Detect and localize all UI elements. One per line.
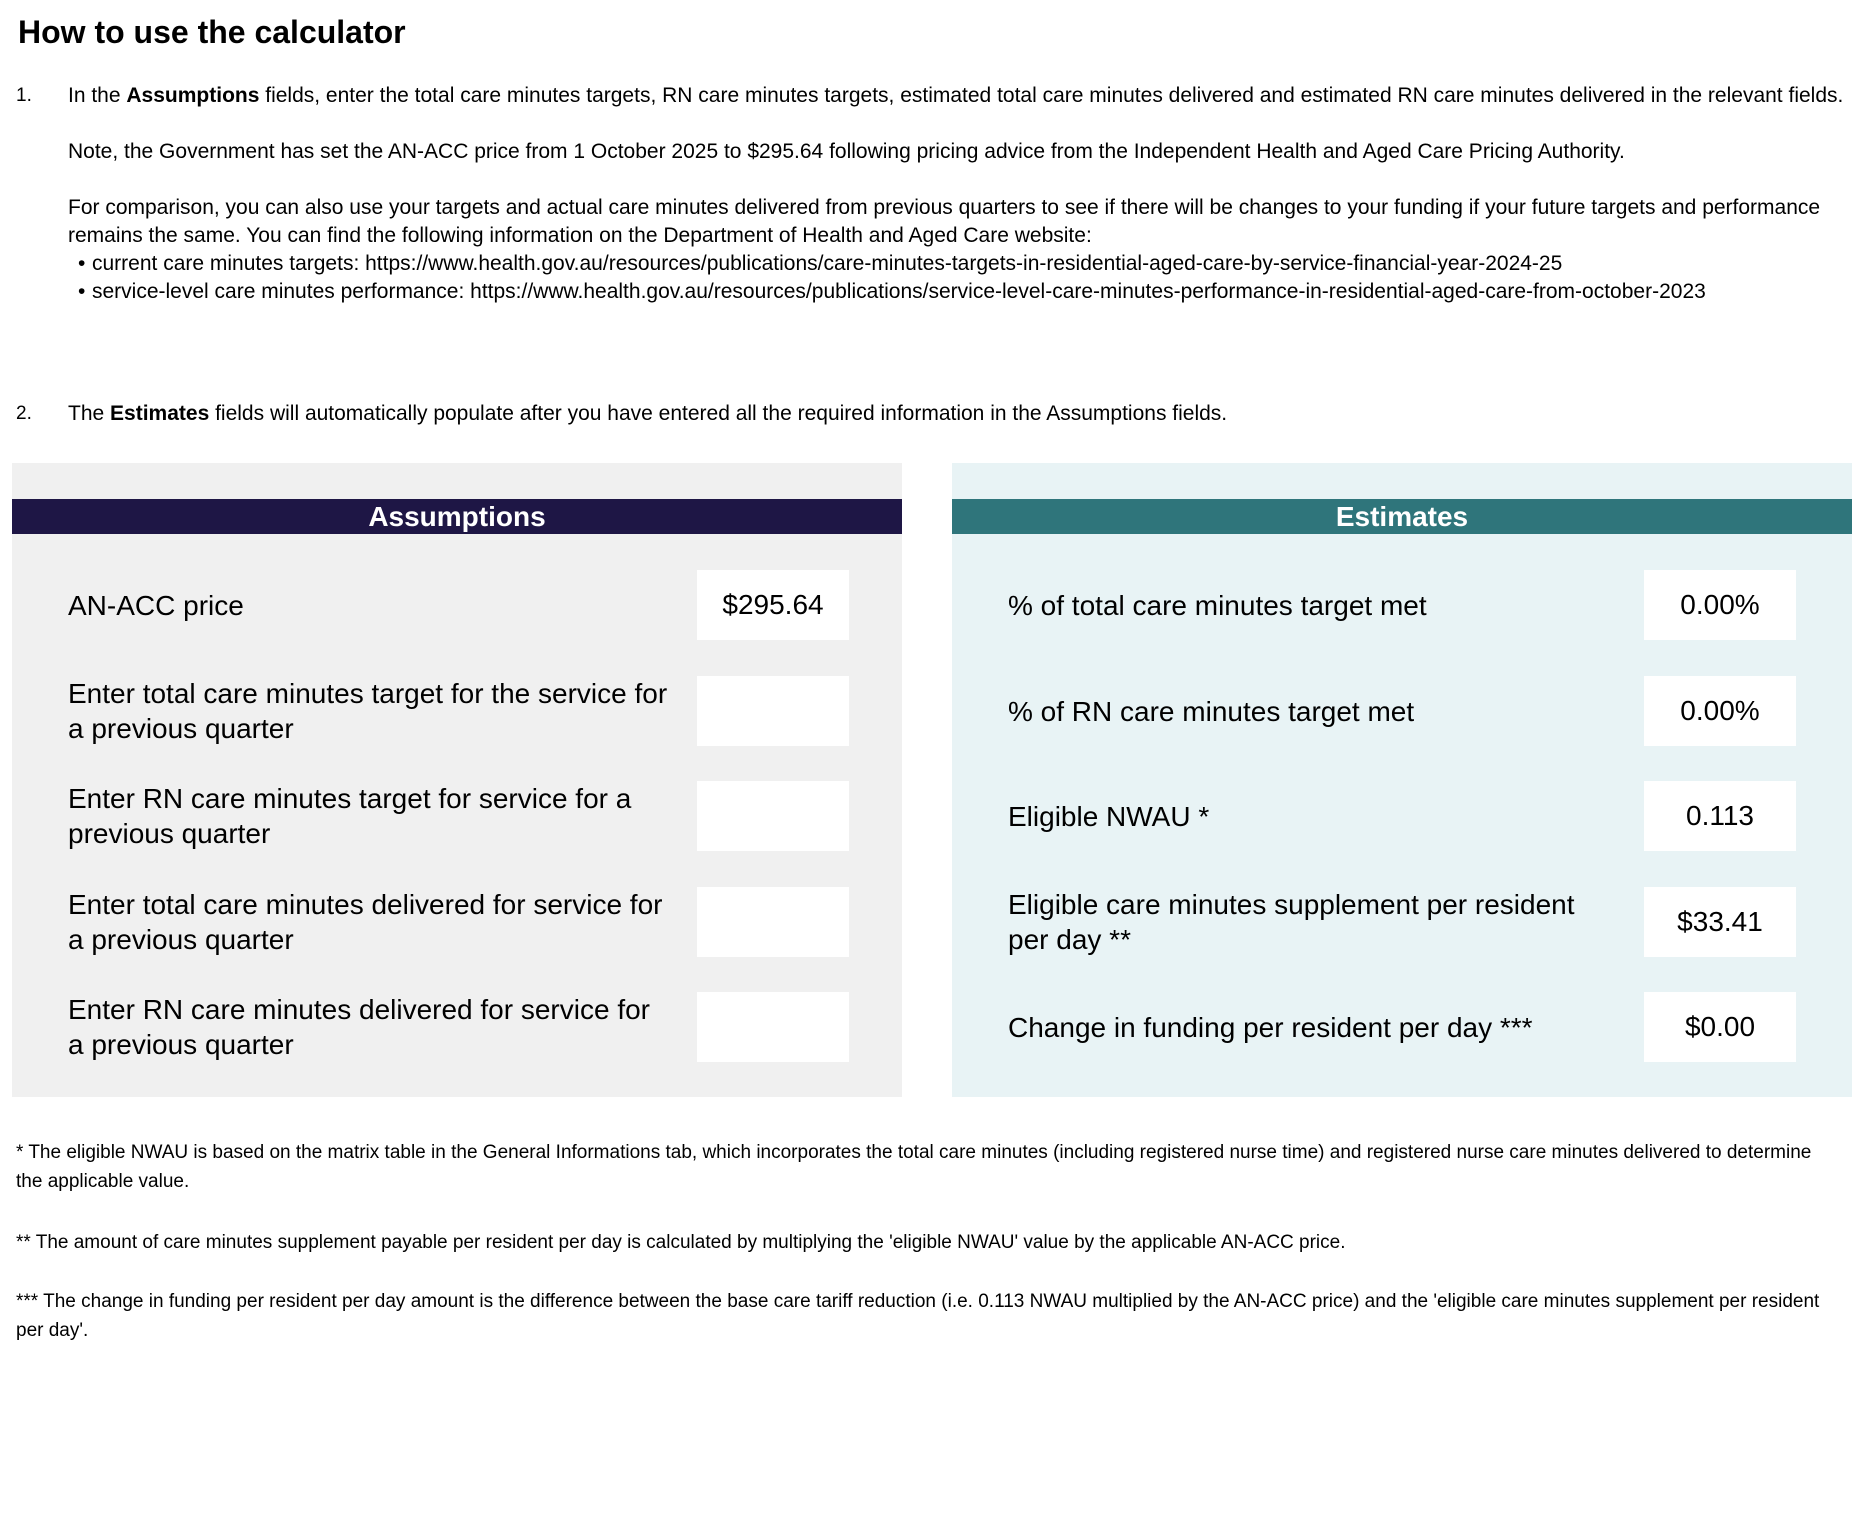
step-1-instruction: In the Assumptions fields, enter the total care minutes targets, RN care minutes targets, estimated total care minutes delivered and estimated RN care minutes delivered in the relevant fields. <box>68 84 1844 107</box>
eligible-nwau-value: 0.113 <box>1644 781 1796 851</box>
footnote-2: ** The amount of care minutes supplement payable per resident per day is calculated by multiplying the 'eligible NWAU' value by the applicable AN-ACC price. <box>16 1232 1346 1253</box>
rn-target-label: Enter RN care minutes target for service for a previous quarter <box>68 783 632 849</box>
total-target-met-label: % of total care minutes target met <box>1008 589 1427 621</box>
funding-change-value: $0.00 <box>1644 992 1796 1062</box>
estimates-header: Estimates <box>952 499 1852 534</box>
assumption-row-rn-delivered <box>12 992 902 1062</box>
page-title: How to use the calculator <box>18 14 406 50</box>
assumption-row-total-delivered <box>12 887 902 957</box>
assumption-row-total-target <box>12 676 902 746</box>
total-target-input[interactable] <box>697 676 849 746</box>
pricing-note: Note, the Government has set the AN-ACC price from 1 October 2025 to $295.64 following pricing advice from the Independent Health and Aged Care Pricing Authority. <box>68 140 1625 163</box>
estimates-panel <box>952 463 1852 1097</box>
step-1-number: 1. <box>16 85 32 106</box>
comparison-text: For comparison, you can also use your targets and actual care minutes delivered from previous quarters to see if there will be changes to your funding if your future targets and performance remains the same. You can find the following information on the Department of Health and Aged Care website: <box>68 196 1821 247</box>
funding-change-label: Change in funding per resident per day *** <box>1008 1011 1533 1043</box>
estimate-row-total-target-met <box>952 570 1852 640</box>
supplement-value: $33.41 <box>1644 887 1796 957</box>
resource-list <box>68 250 1848 306</box>
assumption-row-rn-target <box>12 781 902 851</box>
anacc-price-input[interactable] <box>697 570 849 640</box>
eligible-nwau-label: Eligible NWAU * <box>1008 800 1210 832</box>
anacc-price-label: AN-ACC price <box>68 589 244 621</box>
supplement-label: Eligible care minutes supplement per resident per day ** <box>1008 889 1575 955</box>
resource-item-performance: • service-level care minutes performance: https://www.health.gov.au/resources/publications/service-level-care-minutes-performance-in-residential-aged-care-from-october-2023 <box>68 278 1848 306</box>
assumptions-header: Assumptions <box>12 499 902 534</box>
footnote-3: *** The change in funding per resident per day amount is the difference between the base care tariff reduction (i.e. 0.113 NWAU multiplied by the AN-ACC price) and the 'eligible care minutes supplement per resident per day'. <box>16 1291 1820 1341</box>
resource-item-targets: • current care minutes targets: https://www.health.gov.au/resources/publications/care-minutes-targets-in-residential-aged-care-by-service-financial-year-2024-25 <box>68 250 1848 278</box>
rn-target-input[interactable] <box>697 781 849 851</box>
estimate-row-rn-target-met <box>952 676 1852 746</box>
assumption-row-anacc-price <box>12 570 902 640</box>
total-target-label: Enter total care minutes target for the service for a previous quarter <box>68 678 668 744</box>
total-delivered-label: Enter total care minutes delivered for service for a previous quarter <box>68 889 663 955</box>
estimate-row-eligible-nwau <box>952 781 1852 851</box>
total-target-met-value: 0.00% <box>1644 570 1796 640</box>
total-delivered-input[interactable] <box>697 887 849 957</box>
footnote-1: * The eligible NWAU is based on the matrix table in the General Informations tab, which incorporates the total care minutes (including registered nurse time) and registered nurse care minutes delivered to determine the applicable value. <box>16 1142 1812 1192</box>
assumptions-panel <box>12 463 902 1097</box>
rn-delivered-input[interactable] <box>697 992 849 1062</box>
step-2-number: 2. <box>16 403 32 424</box>
footnotes <box>16 1138 1836 1345</box>
step-2-instruction: The Estimates fields will automatically populate after you have entered all the required information in the Assumptions fields. <box>68 402 1228 425</box>
estimate-row-supplement <box>952 887 1852 957</box>
rn-delivered-label: Enter RN care minutes delivered for service for a previous quarter <box>68 994 650 1060</box>
estimate-row-funding-change <box>952 992 1852 1062</box>
rn-target-met-label: % of RN care minutes target met <box>1008 695 1415 727</box>
rn-target-met-value: 0.00% <box>1644 676 1796 746</box>
